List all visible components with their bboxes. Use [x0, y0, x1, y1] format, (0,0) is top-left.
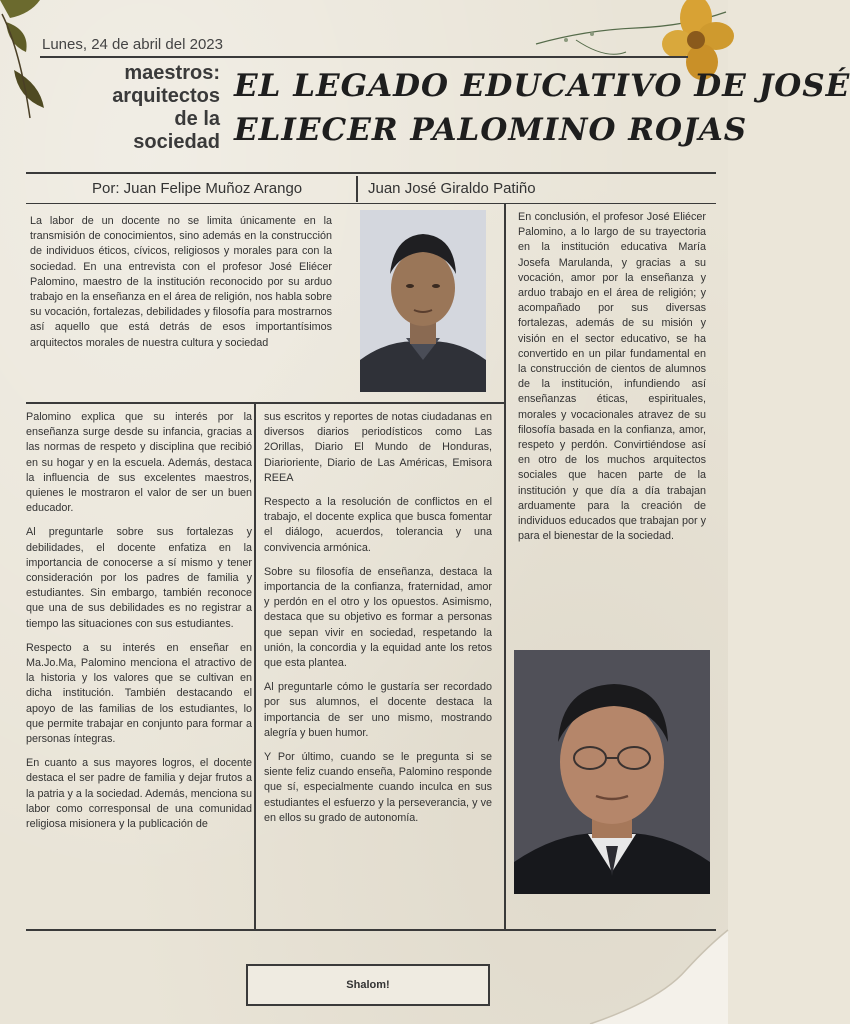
subtitle-line: de la [174, 108, 220, 130]
column-middle [264, 410, 492, 835]
column-divider-right [504, 204, 506, 930]
headline-line: ELIECER PALOMINO ROJAS [234, 112, 748, 148]
paragraph: En cuanto a sus mayores logros, el docente destaca el ser padre de familia y dejar frutos a la patria y a la sociedad. Además, menciona su labor como corresponsal de una comunidad religiosa misionera y la publicación de [26, 757, 252, 831]
paragraph: Palomino explica que su interés por la enseñanza surge desde su infancia, gracias a las normas de respeto y disciplina que recibió en su hogar y en la escuela. Además, destaca la influencia de sus excelentes maestros, quienes le mostraron el valor de ser un buen educador. [26, 411, 252, 515]
intro-bottom-rule [26, 402, 504, 404]
headline-line: EL LEGADO EDUCATIVO DE JOSÉ [234, 68, 850, 104]
author-byline-2: Juan José Giraldo Patiño [368, 180, 536, 197]
byline-bottom-rule [26, 203, 716, 204]
teacher-portrait-photo [360, 210, 486, 392]
header-top-rule [40, 56, 688, 58]
header-bottom-rule [26, 172, 716, 174]
subtitle-line: sociedad [133, 131, 220, 153]
page-curl-decoration-icon [590, 930, 728, 1024]
column-divider-left [254, 404, 256, 930]
paragraph: Al preguntarle sobre sus fortalezas y debilidades, el docente enfatiza en la importancia de conocerse a sí mismo y tener consideración por los padres de familia y estudiantes. Sin embargo, también reconoce que una de sus debilidades es no registrar a tiempo las situaciones con sus estudiantes. [26, 526, 252, 630]
author-byline-1: Por: Juan Felipe Muñoz Arango [92, 180, 303, 197]
byline-divider [356, 176, 358, 202]
column-left [26, 410, 252, 841]
paragraph: Al preguntarle cómo le gustaría ser recordado por sus alumnos, el docente destaca la importancia de ser uno mismo, mostrando alegría y buen humor. [264, 681, 492, 739]
paragraph: Sobre su filosofía de enseñanza, destaca la importancia de la confianza, fraternidad, amor y perdón en el otro y los opuestos. Asimismo, destaca que su objetivo es formar a personas que sepan vivir en sociedad, respetando la unión, la concordia y la equidad ante los retos que esta plantea. [264, 565, 492, 670]
teacher-portrait-photo-2 [514, 650, 710, 894]
paragraph: En conclusión, el profesor José Eliécer Palomino, a lo largo de su trayectoria en la institución educativa María Josefa Marulanda, y gracias a su vocación, amor por la enseñanza y arduo trabajo en el área de religión; y acompañado por sus diversas fortalezas, además de su misión y visión en el sector educativo, se ha convertido en un pilar fundamental en la construcción de cientos de alumnos de la institución, infundiendo así enseñanzas éticas, espirituales, morales y vocacionales atravez de su filosofía basada en la confianza, amor, respeto y perdón. Convirtiéndose así en otro de los muchos arquitectos sociales que hacen parte de la institución y que día a día trabajan arduamente para la creación de individuos educados que trabajan por y para el bienestar de la sociedad. [518, 211, 706, 543]
footer-signoff-box [246, 964, 490, 1006]
column-right [518, 210, 706, 553]
paragraph: Y Por último, cuando se le pregunta si se siente feliz cuando enseña, Palomino responde que sí, especialmente cuando inculca en sus estudiantes el esfuerzo y la perseverancia, y ve en ellos su grado de autonomía. [264, 751, 492, 824]
issue-date: Lunes, 24 de abril del 2023 [42, 36, 223, 53]
subtitle-line: arquitectos [112, 85, 220, 107]
paragraph: Respecto a la resolución de conflictos en el trabajo, el docente explica que busca fomentar el diálogo, acuerdos, tolerancia y una convivencia armónica. [264, 496, 492, 554]
paragraph: sus escritos y reportes de notas ciudadanas en diversos diarios periodísticos como Las 2Orillas, Diario El Mundo de Honduras, Diarioriente, Diario de Las Américas, Emisora REEA [264, 411, 492, 484]
article-headline [234, 64, 850, 152]
footer-signoff: Shalom! [346, 979, 390, 991]
intro-paragraph: La labor de un docente no se limita únicamente en la transmisión de conocimientos, sino además en la construcción de individuos éticos, cívicos, religiosos y morales para con la sociedad. En una entrevista con el profesor José Eliécer Palomino, maestro de la institución reconocido por su arduo trabajo en la enseñanza en el área de religión, nos habla sobre su vocación, fortalezas, debilidades y filosofía para mostrarnos así aquello que está detrás de esos importantísimos arquitectos morales de nuestra cultura y sociedad [30, 215, 332, 349]
article-subtitle [40, 62, 220, 154]
subtitle-line: maestros: [124, 62, 220, 84]
paragraph: Respecto a su interés en enseñar en Ma.Jo.Ma, Palomino menciona el atractivo de la historia y los valores que se cultivan en dicha institución. También destacando el apoyo de las familias de los estudiantes, lo que permite trabajar en conjunto para formar a personas íntegras. [26, 641, 252, 746]
